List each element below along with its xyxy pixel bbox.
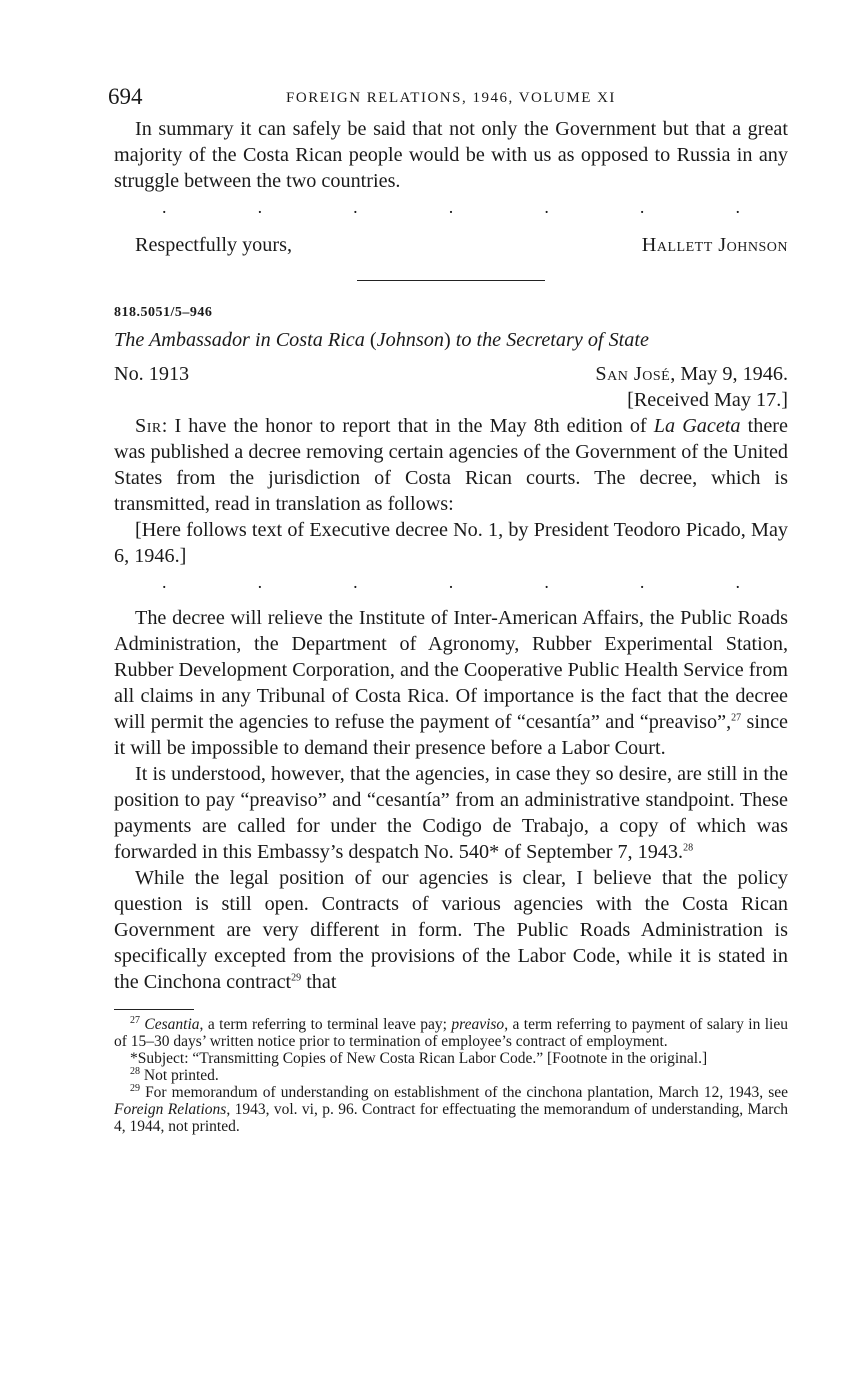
place: San José — [595, 363, 671, 385]
footnote-ref-27: 27 — [731, 712, 742, 724]
p5-text-b: that — [301, 971, 337, 993]
footnote-28 — [114, 1067, 788, 1084]
p3-text-b: since it will be impossible to demand their presence before a Labor Court. — [114, 711, 789, 759]
fn28-text: Not printed. — [143, 1067, 219, 1084]
paragraph-5 — [114, 865, 788, 995]
footnote-rule — [114, 1009, 194, 1010]
footnote-ref-28: 28 — [683, 842, 694, 854]
p3-text-a: The decree will relieve the Institute of Inter-American Affairs, the Public Roads Administration, the Department of Agronomy, Rubber Experimental Station, Rubber Development Corporation, and the Cooperative Public Health Service from all claims in any Tribunal of Costa Rica. Of importance is the fact that the decree will permit the agencies to refuse the payment of “cesantía” and “preaviso”, — [114, 607, 788, 733]
running-head: FOREIGN RELATIONS, 1946, VOLUME XI — [286, 90, 616, 106]
page-header — [108, 80, 788, 116]
paragraph-1 — [114, 413, 788, 517]
title-part1: The Ambassador in Costa Rica — [114, 329, 370, 351]
fn27-text-b: , a term referring to payment of salary in lieu of 15–30 days’ written notice prior to termination of employee’s contract of employment. — [114, 1016, 788, 1050]
page-number: 694 — [108, 84, 143, 109]
newspaper-name: La Gaceta — [653, 415, 741, 437]
received-date: [Received May 17.] — [627, 389, 788, 411]
document-title — [114, 327, 788, 353]
footnote-star: *Subject: “Transmitting Copies of New Costa Rican Labor Code.” [Footnote in the original.] — [130, 1050, 708, 1067]
place-date — [595, 361, 788, 387]
p1-text-a: : I have the honor to report that in the May 8th edition of — [161, 415, 654, 437]
fn27-term1: Cesantia — [144, 1016, 200, 1033]
title-paren-open: ( — [369, 329, 377, 351]
closing: Respectfully yours, — [135, 234, 292, 256]
footnote-mark-29: 29 — [130, 1082, 140, 1094]
footnote-ref-29: 29 — [291, 972, 302, 984]
despatch-number: No. 1913 — [114, 363, 190, 385]
fn27-term2: preaviso — [451, 1016, 505, 1033]
summary-paragraph: In summary it can safely be said that not only the Government but that a great majority of the Costa Rican people would be with us as opposed to Russia in any struggle between the two countries. — [114, 118, 788, 192]
title-name: Johnson — [376, 329, 444, 351]
footnote-27 — [114, 1016, 788, 1050]
paragraph-4 — [114, 761, 788, 865]
footnote-29 — [114, 1084, 788, 1135]
ellipsis-row-2: . . . . . . . — [162, 572, 740, 592]
footnote-mark-28: 28 — [130, 1065, 140, 1077]
date: , May 9, 1946. — [670, 363, 788, 385]
section-divider — [357, 280, 545, 281]
fn27-text-a: , a term referring to terminal leave pay; — [199, 1016, 452, 1033]
fn29-text-a: For memorandum of understanding on establishment of the cinchona plantation, March 12, 1943, see — [145, 1084, 789, 1101]
file-number: 818.5051/5–946 — [114, 305, 213, 320]
signature: Hallett Johnson — [641, 234, 788, 256]
p5-text-a: While the legal position of our agencies is clear, I believe that the policy question is still open. Contracts of various agencies with the Costa Rican Government are very different in form. The Public Roads Administration is specifically excepted from the provisions of the Labor Code, while it is stated in the Cinchona contract — [114, 867, 788, 993]
footnote-mark-27: 27 — [130, 1014, 140, 1026]
dateline — [114, 361, 788, 387]
page — [108, 80, 789, 1135]
fn29-text-b: , 1943, vol. vi, p. 96. Contract for effectuating the memorandum of understanding, March 4, 1944, not printed. — [114, 1101, 788, 1135]
p1-text-b: there was published a decree removing certain agencies of the Government of the United States from the jurisdiction of Costa Rican courts. The decree, which is transmitted, read in translation as follows: — [114, 415, 788, 515]
salutation: Sir — [135, 415, 162, 437]
signature-block — [114, 232, 788, 258]
p4-text: It is understood, however, that the agencies, in case they so desire, are still in the position to pay “preaviso” and “cesantía” from an administrative standpoint. These payments are called for under the Codigo de Trabajo, a copy of which was forwarded in this Embassy’s despatch No. 540* of September 7, 1943. — [114, 763, 788, 863]
title-part2: to the Secretary of State — [450, 329, 649, 351]
paragraph-2: [Here follows text of Executive decree No. 1, by President Teodoro Picado, May 6, 1946.] — [114, 519, 788, 567]
paragraph-3 — [114, 605, 788, 761]
title-paren-close: ) — [443, 329, 451, 351]
fn29-title: Foreign Relations — [114, 1101, 227, 1118]
ellipsis-row: . . . . . . . — [162, 197, 740, 217]
